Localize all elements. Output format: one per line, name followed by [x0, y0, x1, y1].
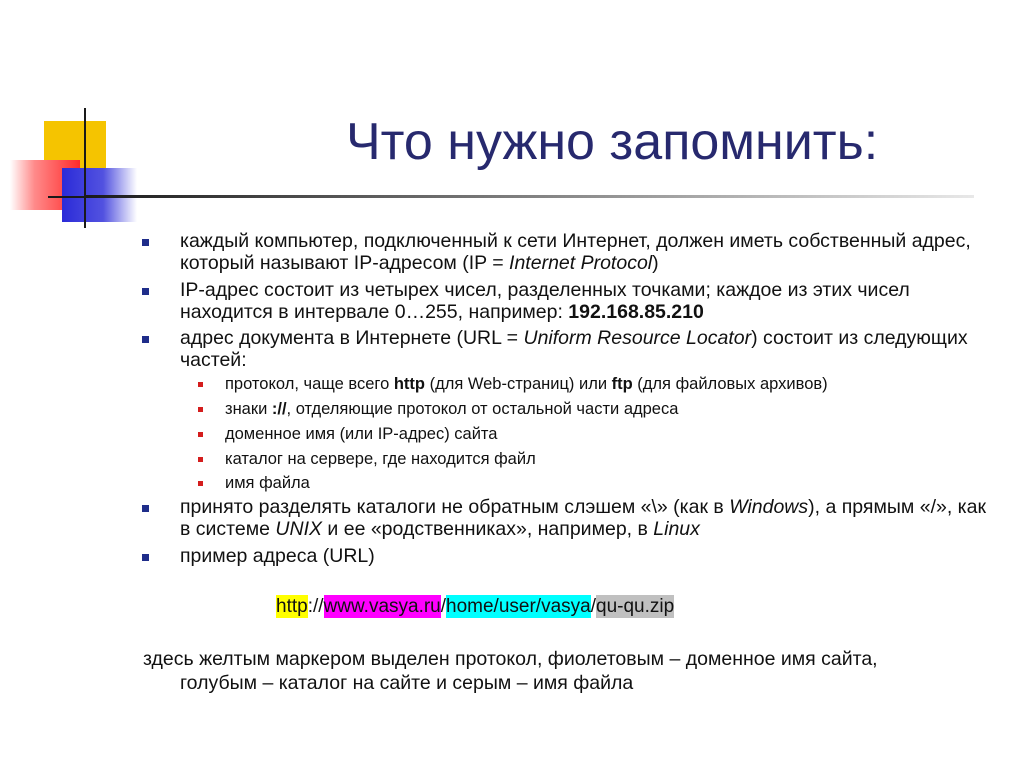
url-path: home/user/vasya — [446, 596, 591, 617]
note-line-2: голубым – каталог на сайте и серым – имя файла — [180, 672, 634, 694]
sub-bullet-marker — [198, 432, 203, 437]
sub-bullet-protocol — [225, 374, 828, 394]
bullet-ip-address — [180, 230, 990, 274]
url-slash: / — [590, 596, 596, 617]
text-part: Uniform Resource Locator — [523, 327, 752, 349]
decor-vertical-line — [84, 108, 86, 228]
bullet-marker — [142, 239, 149, 246]
sub-bullet-filename — [225, 473, 310, 493]
url-file: qu-qu.zip — [596, 596, 675, 617]
sub-bullet-marker — [198, 382, 203, 387]
text-part: UNIX — [275, 518, 322, 540]
text-part: протокол, чаще всего — [225, 375, 394, 393]
bullet-ip-format — [180, 279, 990, 323]
url-example — [276, 594, 674, 620]
color-legend-note — [143, 647, 1003, 695]
text-part: ), а прямым «/», как в системе — [180, 496, 987, 540]
text-part: имя файла — [225, 474, 310, 492]
text-part: ) — [652, 252, 659, 274]
text-part: 192.168.85.210 — [568, 301, 704, 323]
sub-bullet-directory — [225, 449, 536, 469]
sub-bullet-marker — [198, 407, 203, 412]
title-underline — [86, 195, 974, 198]
bullet-slashes — [180, 496, 990, 540]
url-slash: / — [440, 596, 447, 617]
text-part: каталог на сервере, где находится файл — [225, 450, 536, 468]
text-part: доменное имя (или IP-адрес) сайта — [225, 425, 498, 443]
bullet-url-parts — [180, 327, 990, 371]
sub-bullet-marker — [198, 481, 203, 486]
text-part: Windows — [729, 496, 809, 518]
bullet-marker — [142, 336, 149, 343]
url-domain: www.vasya.ru — [323, 596, 441, 617]
text-part: каждый компьютер, подключенный к сети Интернет, должен иметь собственный адрес, который называют IP-адресом (IP = — [180, 230, 971, 274]
sub-bullet-separator — [225, 399, 678, 419]
text-part: , отделяющие протокол от остальной части адреса — [286, 400, 679, 418]
text-part: ) состоит из следующих частей: — [180, 327, 968, 371]
text-part: Internet Protocol — [509, 252, 653, 274]
bullet-marker — [142, 554, 149, 561]
text-part: знаки — [225, 400, 272, 418]
text-part: IP-адрес состоит из четырех чисел, разделенных точками; каждое из этих чисел находится в интервале 0…255, например: — [180, 279, 910, 323]
bullet-marker — [142, 288, 149, 295]
text-part: (для Web-страниц) или — [425, 375, 612, 393]
text-part: :// — [271, 400, 287, 418]
url-protocol: http — [276, 596, 308, 617]
text-part: http — [393, 375, 425, 393]
text-part: (для файловых архивов) — [632, 375, 828, 393]
text-part: и ее «родственниках», например, в — [322, 518, 654, 540]
sub-bullet-domain — [225, 424, 497, 444]
slide-title: Что нужно запомнить: — [346, 113, 879, 171]
text-part: ftp — [611, 375, 633, 393]
text-part: принято разделять каталоги не обратным слэшем «\» (как в — [180, 496, 730, 518]
note-line-1: здесь желтым маркером выделен протокол, фиолетовым – доменное имя сайта, — [143, 648, 878, 670]
sub-bullet-marker — [198, 457, 203, 462]
text-part: Linux — [653, 518, 700, 540]
text-part: адрес документа в Интернете (URL = — [180, 327, 524, 349]
bullet-url-example — [180, 545, 990, 567]
text-part: пример адреса (URL) — [180, 545, 375, 567]
bullet-marker — [142, 505, 149, 512]
url-separator: :// — [307, 596, 324, 617]
